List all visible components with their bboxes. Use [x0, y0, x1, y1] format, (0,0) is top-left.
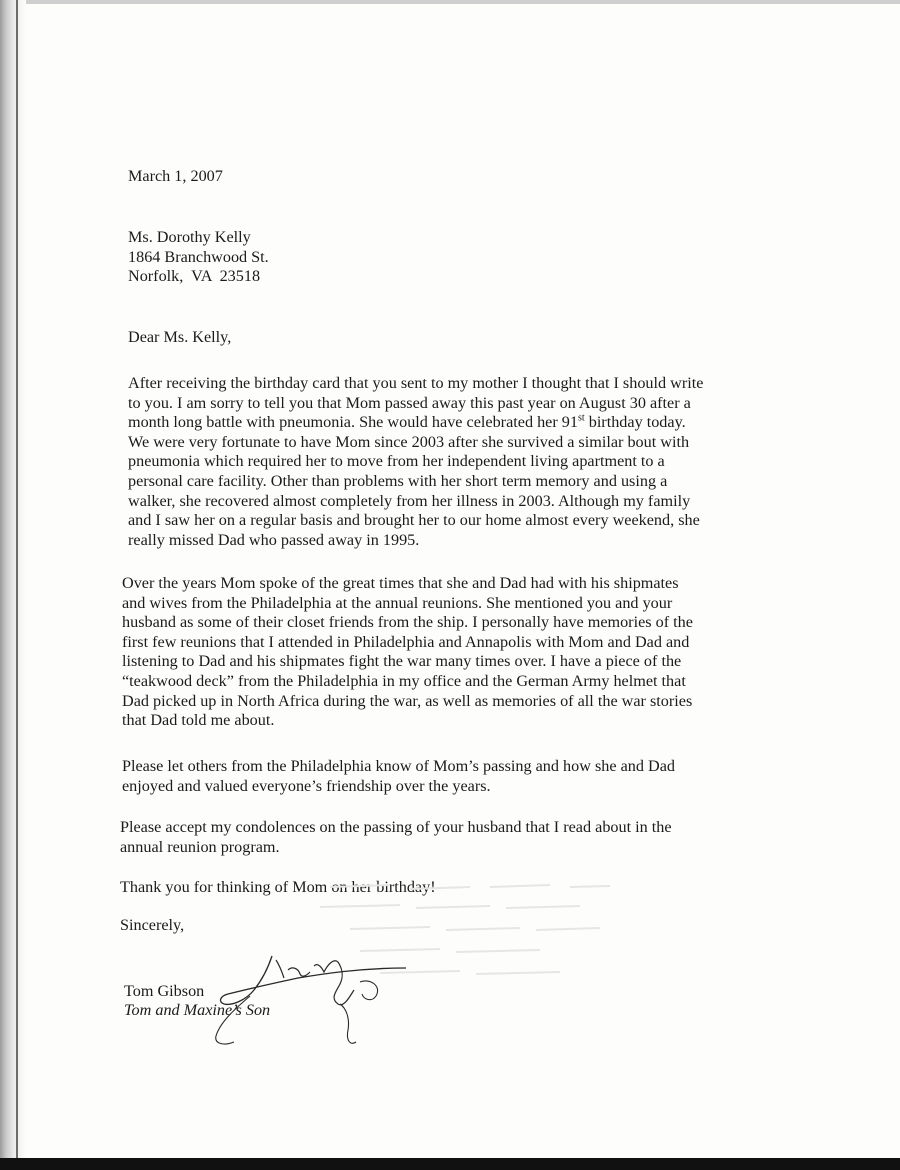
- paragraph-1-line: We were very fortunate to have Mom since 2003 after she survived a similar bout with: [128, 432, 690, 451]
- paragraph-4-line: annual reunion program.: [120, 837, 280, 856]
- paragraph-1-line: walker, she recovered almost completely from her illness in 2003. Although my family: [128, 491, 691, 510]
- paragraph-1-line: and I saw her on a regular basis and brought her to our home almost every weekend, she: [128, 511, 700, 530]
- ordinal-superscript: st: [578, 412, 585, 424]
- paragraph-1-line: After receiving the birthday card that you sent to my mother I thought that I should write: [128, 374, 704, 392]
- paragraph-1-line: personal care facility. Other than problems with her short term memory and using a: [128, 471, 668, 490]
- paragraph-3: [122, 757, 784, 796]
- binding-line: [16, 0, 18, 1160]
- paragraph-1-line-with-superscript: [128, 413, 796, 433]
- recipient-name: Ms. Dorothy Kelly: [128, 228, 251, 246]
- paragraph-1-line-text: month long battle with pneumonia. She would have celebrated her 91: [128, 413, 578, 432]
- page-top-edge: [0, 0, 900, 4]
- signature-name: Tom Gibson: [124, 982, 205, 1000]
- recipient-street: 1864 Branchwood St.: [128, 247, 269, 266]
- salutation: Dear Ms. Kelly,: [128, 328, 232, 346]
- reverse-side-bleed-through: [320, 875, 620, 985]
- paragraph-1: [128, 374, 796, 550]
- paragraph-2-line: that Dad told me about.: [122, 711, 275, 730]
- paragraph-2-line: husband as some of their closet friends from the ship. I personally have memories of the: [122, 613, 693, 632]
- paragraph-2: [122, 574, 784, 731]
- paragraph-5-line: Thank you for thinking of Mom on her birthday!: [120, 878, 436, 896]
- paragraph-1-line: pneumonia which required her to move from her independent living apartment to a: [128, 452, 665, 471]
- scan-bottom-edge: [0, 1158, 900, 1170]
- recipient-address: [128, 228, 269, 287]
- paragraph-4: [120, 818, 782, 857]
- paragraph-1-line: to you. I am sorry to tell you that Mom passed away this past year on August 30 after a: [128, 393, 691, 412]
- recipient-city-state-zip: Norfolk, VA 23518: [128, 267, 261, 286]
- binding-shadow: [0, 0, 26, 1170]
- letter-date: March 1, 2007: [128, 167, 223, 185]
- paragraph-3-line: Please let others from the Philadelphia know of Mom’s passing and how she and Dad: [122, 757, 675, 775]
- paragraph-2-line: first few reunions that I attended in Philadelphia and Annapolis with Mom and Dad and: [122, 632, 690, 651]
- paragraph-1-line: really missed Dad who passed away in 1995.: [128, 530, 420, 549]
- closing: Sincerely,: [120, 916, 185, 934]
- signature-title: Tom and Maxine’s Son: [124, 1001, 271, 1019]
- paragraph-2-line: listening to Dad and his shipmates fight the war many times over. I have a piece of the: [122, 652, 682, 671]
- paragraph-2-line: Dad picked up in North Africa during the war, as well as memories of all the war stories: [122, 691, 693, 710]
- paragraph-1-line-tail: birthday today.: [584, 413, 686, 432]
- paragraph-2-line: “teakwood deck” from the Philadelphia in my office and the German Army helmet that: [122, 671, 686, 690]
- paragraph-4-line: Please accept my condolences on the passing of your husband that I read about in the: [120, 818, 672, 836]
- paragraph-3-line: enjoyed and valued everyone’s friendship over the years.: [122, 776, 491, 795]
- paragraph-2-line: and wives from the Philadelphia at the annual reunions. She mentioned you and your: [122, 593, 673, 612]
- paragraph-2-line: Over the years Mom spoke of the great times that she and Dad had with his shipmates: [122, 574, 679, 592]
